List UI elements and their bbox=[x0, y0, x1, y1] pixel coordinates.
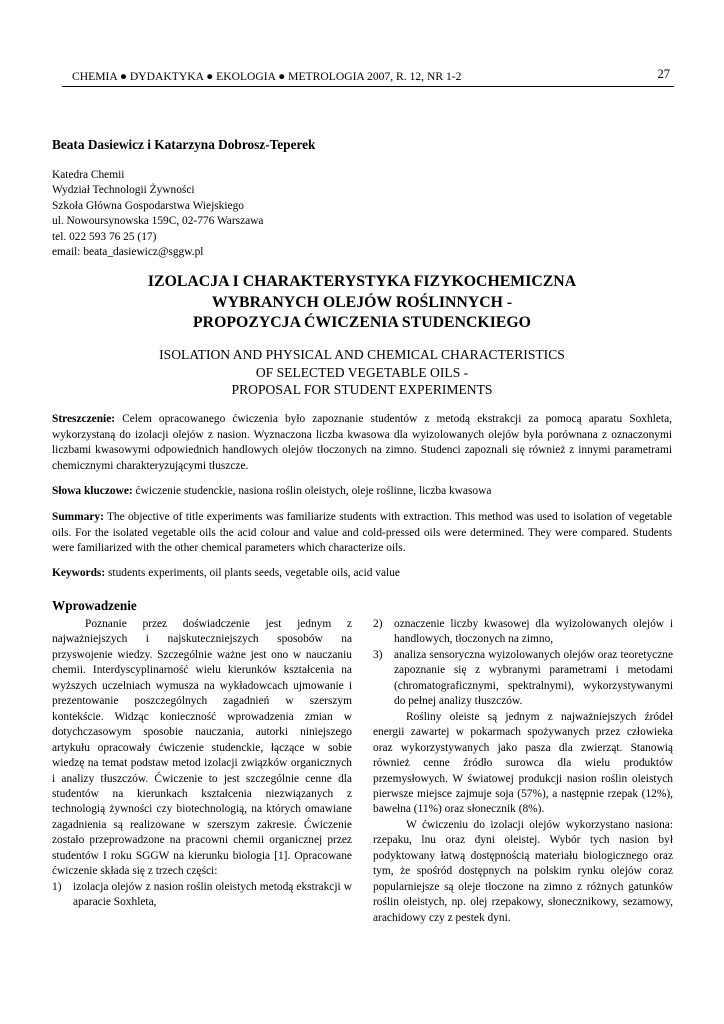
affiliation-block bbox=[52, 168, 263, 260]
affiliation-line: Szkoła Główna Gospodarstwa Wiejskiego bbox=[52, 199, 244, 212]
keywords-label: Keywords: bbox=[52, 567, 106, 579]
title-line: OF SELECTED VEGETABLE OILS - bbox=[255, 364, 469, 380]
keywords-label: Słowa kluczowe: bbox=[52, 485, 133, 497]
abstract-polish bbox=[52, 412, 672, 474]
keywords-text: ćwiczenie studenckie, nasiona roślin oleistych, oleje roślinne, liczba kwasowa bbox=[132, 485, 492, 497]
page-number: 27 bbox=[657, 67, 670, 81]
affiliation-line: Wydział Technologii Żywności bbox=[52, 184, 195, 197]
title-english bbox=[60, 346, 664, 399]
keywords-text: students experiments, oil plants seeds, vegetable oils, acid value bbox=[105, 567, 400, 579]
list-item bbox=[373, 617, 673, 648]
abstract-label: Streszczenie: bbox=[52, 413, 116, 425]
summary-label: Summary: bbox=[52, 511, 104, 523]
left-column bbox=[52, 617, 352, 911]
list-text: analiza sensoryczna wyizolowanych olejów oraz teoretyczne zapoznanie się z wybranymi parametrami i metodami (chromatograficznymi, spektralnymi), wykorzystywanymi do pełnej analizy tłuszczów. bbox=[394, 648, 673, 708]
affiliation-line: tel. 022 593 76 25 (17) bbox=[52, 230, 157, 243]
list-number: 2) bbox=[373, 618, 383, 630]
summary-english bbox=[52, 510, 672, 557]
intro-paragraph: Poznanie przez doświadczenie jest jednym z najważniejszych i najskuteczniejszych sposobów na przyswojenie wiedzy. Szczególnie ważne jest ono w nauczaniu chemii. Interdyscyplinarność wielu kierunków kształcenia na wyższych uczelniach wymusza na wykładowcach ujmowanie i prezentowanie poszczególnych zagadnień w szerszym kontekście. Widząc konieczność wprowadzenia zmian w dotychczasowym sposobie nauczania, autorki niniejszego artykułu opracowały ćwiczenie studenckie, łączące w sobie wiedzę na temat podstaw metod izolacji związków organicznych i analizy tłuszczów. Ćwiczenie to jest szczególnie cenne dla studentów na kierunkach kształcenia niezwiązanych z technologią żywności czy biotechnologią, na których omawiane zagadnienia są realizowane w szerszym zakresie. Ćwiczenie zostało przeprowadzone na pracowni chemii organicznej przez studentów I roku SGGW na kierunku biologia [1]. Opracowane ćwiczenie składa się z trzech części: bbox=[52, 618, 352, 878]
list-item bbox=[52, 880, 352, 911]
list-number: 1) bbox=[52, 880, 62, 893]
section-heading: Wprowadzenie bbox=[52, 598, 137, 613]
list-item bbox=[373, 648, 673, 710]
intro-paragraph: W ćwiczeniu do izolacji olejów wykorzystano nasiona: rzepaku, lnu oraz dyni oleistej. Wybór tych nasion był podyktowany łatwą dostępnością materiału biologicznego oraz tym, że spośród dostępnych na polskim rynku olejów coraz popularniejsze są oleje tłoczone na zimno z różnych gatunków roślin oleistych, np. olej rzepakowy, słonecznikowy, sezamowy, arachidowy czy z pestek dyni. bbox=[373, 818, 673, 924]
title-line: PROPOZYCJA ĆWICZENIA STUDENCKIEGO bbox=[193, 314, 531, 331]
affiliation-line: Katedra Chemii bbox=[52, 169, 125, 181]
journal-name: CHEMIA ● DYDAKTYKA ● EKOLOGIA ● METROLOGIA 2007, R. 12, NR 1-2 bbox=[72, 70, 462, 83]
list-number: 3) bbox=[373, 648, 383, 661]
title-polish bbox=[60, 272, 664, 334]
title-line: ISOLATION AND PHYSICAL AND CHEMICAL CHARACTERISTICS bbox=[159, 347, 565, 362]
intro-paragraph: Rośliny oleiste są jednym z najważniejszych źródeł energii zawartej w pokarmach spożywanych przez człowieka oraz wykorzystywanych jako pasza dla zwierząt. Stanowią również cenne źródło surowca dla wielu produktów przemysłowych. W światowej produkcji nasion roślin oleistych pierwsze miejsce zajmuje soja (57%), a następnie rzepak (12%), bawełna (11%) oraz słonecznik (8%). bbox=[373, 710, 673, 816]
title-line: IZOLACJA I CHARAKTERYSTYKA FIZYKOCHEMICZNA bbox=[147, 273, 577, 290]
summary-text: The objective of title experiments was familiarize students with extraction. This method was used to isolation of vegetable oils. For the isolated vegetable oils the acid colour and value and cold-pressed oils were determined. They were compared. Students were familiarized with the other chemical parameters which characterize oils. bbox=[52, 511, 672, 555]
affiliation-email: email: beata_dasiewicz@sggw.pl bbox=[52, 246, 204, 259]
running-header bbox=[62, 67, 674, 87]
authors: Beata Dasiewicz i Katarzyna Dobrosz-Teperek bbox=[52, 137, 316, 152]
list-text: oznaczenie liczby kwasowej dla wyizolowanych olejów i handlowych, tłoczonych na zimno, bbox=[394, 618, 673, 646]
list-text: izolacja olejów z nasion roślin oleistych metodą ekstrakcji w aparacie Soxhleta, bbox=[73, 880, 352, 909]
title-line: WYBRANYCH OLEJÓW ROŚLINNYCH - bbox=[211, 293, 513, 311]
right-column bbox=[373, 617, 673, 926]
title-line: PROPOSAL FOR STUDENT EXPERIMENTS bbox=[231, 382, 493, 398]
abstract-text: Celem opracowanego ćwiczenia było zapoznanie studentów z metodą ekstrakcji za pomocą aparatu Soxhleta, wykorzystaną do izolacji olejów z nasion. Wyznaczona liczba kwasowa dla wyizolowanych olejów była porównana z oznaczonymi liczbami kwasowymi odpowiednich handlowych olejów tłoczonych na zimno. Studenci zapoznali się również z innymi parametrami chemicznymi charakteryzującymi tłuszcze. bbox=[52, 413, 672, 472]
affiliation-line: ul. Nowoursynowska 159C, 02-776 Warszawa bbox=[52, 215, 264, 228]
keywords-polish bbox=[52, 484, 672, 500]
keywords-english bbox=[52, 566, 672, 582]
